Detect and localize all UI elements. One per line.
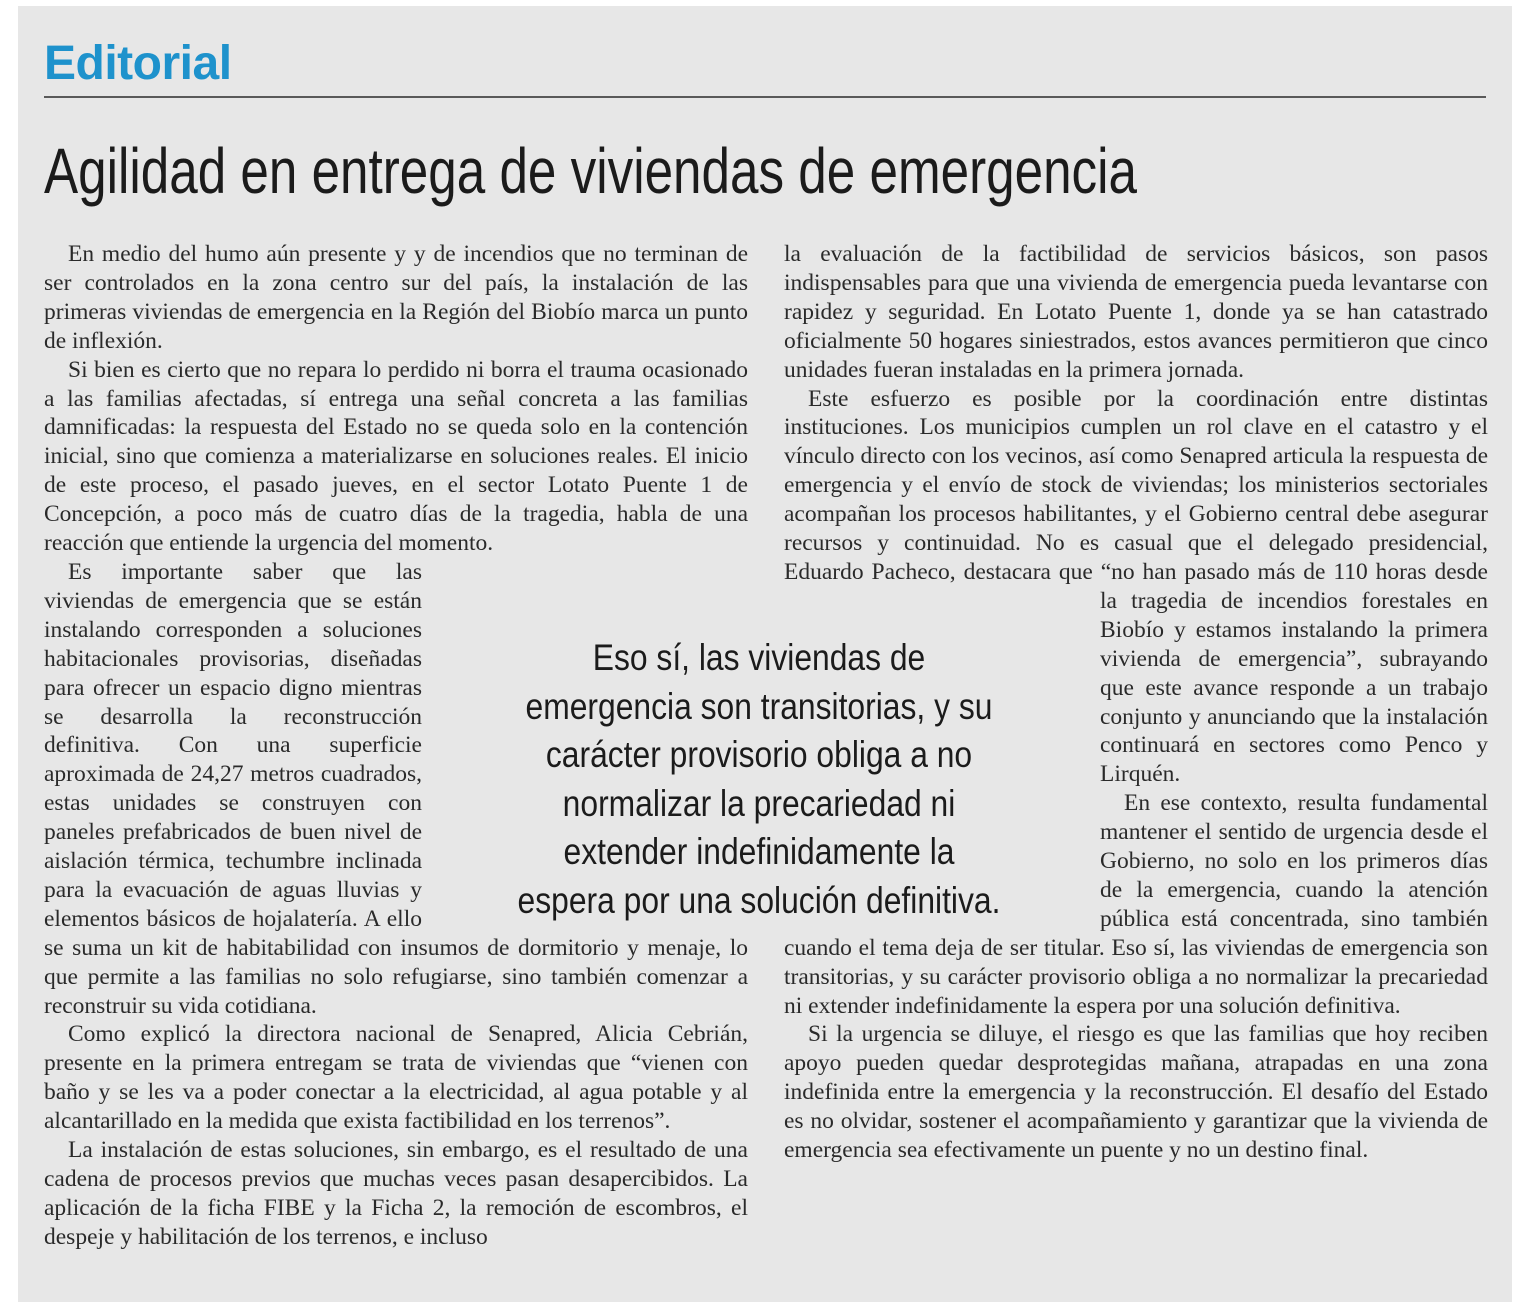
left-paragraph-1: En medio del humo aún presente y y de incendios que no terminan de ser controlados en la zona centro sur del país, la instalación de las primeras viviendas de emergencia en la Región del Biobío marca un punto de inflexión. [44,241,748,354]
section-label: Editorial [44,37,232,90]
right-paragraph-4: Si la urgencia se diluye, el riesgo es que las familias que hoy reciben apoyo pueden quedar desprotegidas mañana, atrapadas en una zona indefinida entre la emergencia y la reconstrucción. El desafío del Estado es no olvidar, sostener el acompañamiento y garantizar que la vivienda de emergencia sea efectivamente un puente y no un destino final. [784,1021,1488,1164]
right-paragraph-2: Este esfuerzo es posible por la coordinación entre distintas instituciones. Los municipios cumplen un rol clave en el catastro y el vínculo directo con los vecinos, así como Senapred articula la respuesta de emergencia y el envío de stock de viviendas; los ministerios sectoriales acompañan los procesos habilitantes, y el Gobierno central debe asegurar recursos y continuidad. No es casual que el delegado presidencial, Eduardo Pacheco, destacara que “no han pasado más de 110 horas desde la tragedia de incendios forestales en Biobío y estamos instalando la primera vivienda de emergencia”, subrayando que este avance responde a un trabajo conjunto y anunciando que la instalación continuará en sectores como Penco y Lirquén. [784,385,1488,788]
left-paragraph-5: La instalación de estas soluciones, sin embargo, es el resultado de una cadena de procesos previos que muchas veces pasan desapercibidos. La aplicación de la ficha FIBE y la Ficha 2, la remoción de escombros, el despeje y habilitación de los terrenos, e incluso [44,1137,748,1250]
right-paragraph-3: En ese contexto, resulta fundamental mantener el sentido de urgencia desde el Gobierno, no solo en los primeros días de la emergencia, cuando la atención pública está concentrada, sino también cuando el tema deja de ser titular. Eso sí, las viviendas de emergencia son transitorias, y su carácter provisorio obliga a no normalizar la precariedad ni extender indefinidamente la espera por una solución definitiva. [784,790,1488,1019]
section-divider [44,96,1486,98]
left-paragraph-2: Si bien es cierto que no repara lo perdido ni borra el trauma ocasionado a las familias afectadas, sí entrega una señal concreta a las familias damnificadas: la respuesta del Estado no se queda solo en la contención inicial, sino que comienza a materializarse en soluciones reales. El inicio de este proceso, el pasado jueves, en el sector Lotato Puente 1 de Concepción, a poco más de cuatro días de la tragedia, habla de una reacción que entiende la urgencia del momento. [44,356,748,557]
right-paragraph-1: la evaluación de la factibilidad de servicios básicos, son pasos indispensables para que una vivienda de emergencia pueda levantarse con rapidez y seguridad. En Lotato Puente 1, donde ya se han catastrado oficialmente 50 hogares siniestrados, estos avances permitieron que cinco unidades fueran instaladas en la primera jornada. [784,241,1488,383]
left-paragraph-3: Es importante saber que las viviendas de emergencia que se están instalando corresponden a soluciones habitacionales provisorias, diseñadas para ofrecer un espacio digno mientras se desarrolla la reconstrucción definitiva. Con una superficie aproximada de 24,27 metros cuadrados, estas unidades se construyen con paneles prefabricados de buen nivel de aislación térmica, techumbre inclinada para la evacuación de aguas lluvias y elementos básicos de hojalatería. A ello se suma un kit de habitabilidad con insumos de dormitorio y menaje, lo que permite a las familias no solo refugiarse, sino también comenzar a reconstruir su vida cotidiana. [44,558,748,1019]
pull-quote: Eso sí, las viviendas de emergencia son transitorias, y su carácter provisorio obliga a no normalizar la precariedad ni extender indefinidamente la espera por una solución definitiva. [517,637,1001,921]
headline: Agilidad en entrega de viviendas de emergencia [44,135,1137,207]
left-paragraph-4: Como explicó la directora nacional de Senapred, Alicia Cebrián, presente en la primera entregam se trata de viviendas que “vienen con baño y se les va a poder conectar a la electricidad, al agua potable y al alcantarillado en la medida que exista factibilidad en los terrenos”. [44,1021,748,1135]
